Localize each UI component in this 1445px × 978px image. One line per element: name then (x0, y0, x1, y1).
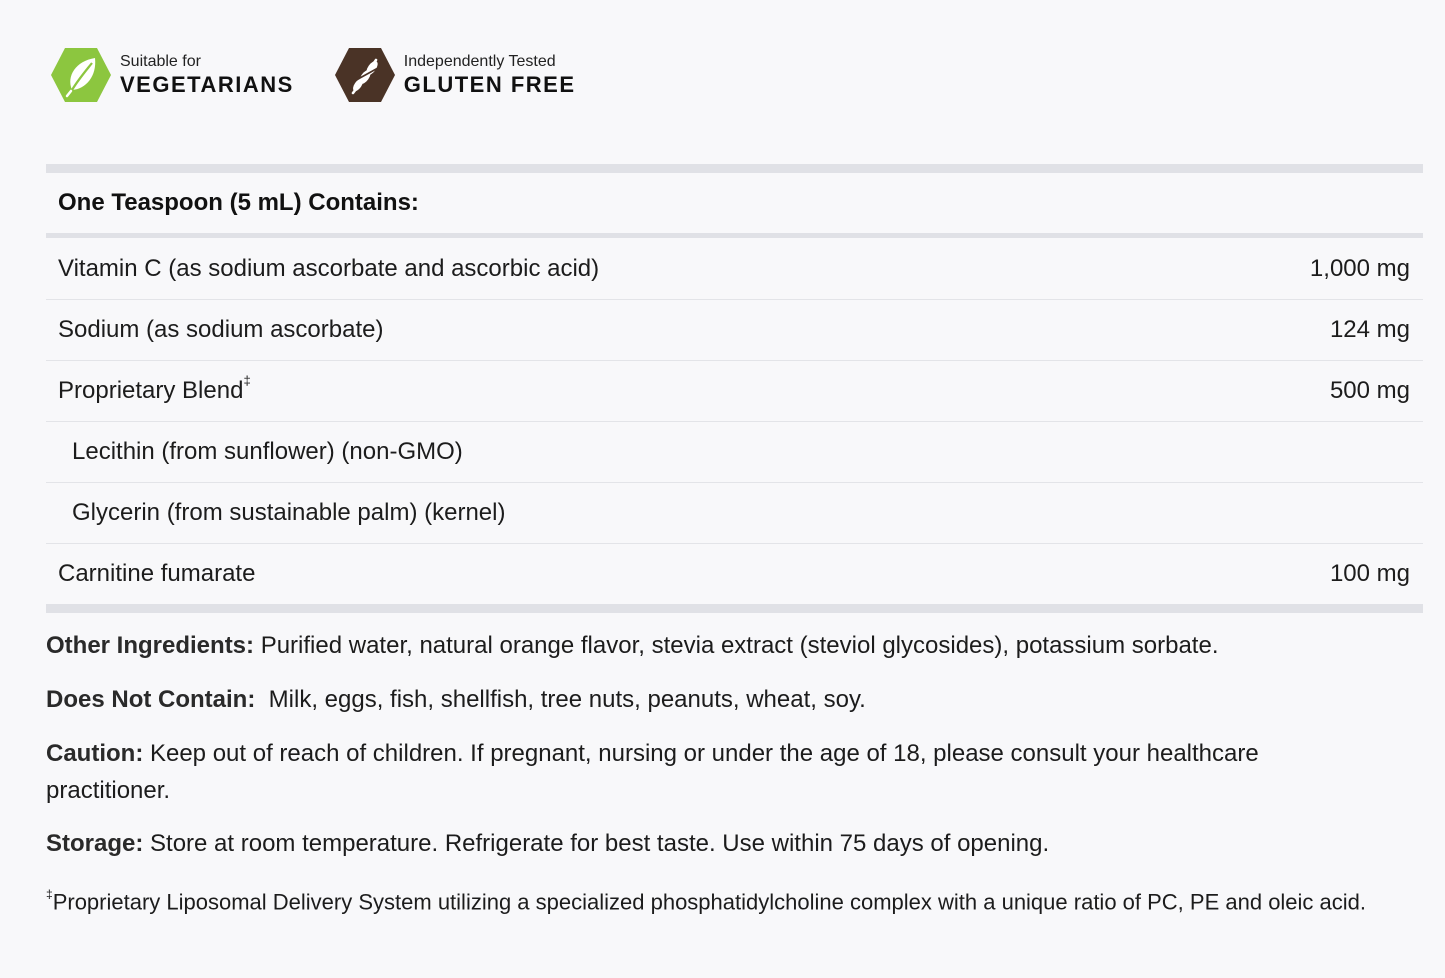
does-not-contain (46, 681, 1386, 718)
ingredient-name: Vitamin C (as sodium ascorbate and ascorbic acid) (58, 254, 600, 282)
does-not-contain-text: Milk, eggs, fish, shellfish, tree nuts, peanuts, wheat, soy. (255, 686, 866, 713)
storage-text: Store at room temperature. Refrigerate for best taste. Use within 75 days of opening. (143, 830, 1050, 857)
facts-row (46, 543, 1423, 604)
storage-label: Storage: (46, 830, 144, 857)
ingredient-amount: 500 mg (1329, 377, 1410, 404)
facts-row (46, 299, 1423, 360)
footnote (46, 879, 1386, 920)
ingredient-name: Carnitine fumarate (58, 560, 256, 587)
other-ingredients (46, 627, 1386, 664)
caution (46, 735, 1386, 809)
caution-text: Keep out of reach of children. If pregnant, nursing or under the age of 18, please consult your healthcare practitioner. (46, 740, 1259, 804)
ingredient-amount: 1,000 mg (1309, 254, 1410, 282)
other-ingredients-label: Other Ingredients: (46, 632, 255, 659)
gluten-free-badge (334, 46, 576, 104)
storage (46, 825, 1386, 862)
ingredient-name: Sodium (as sodium ascorbate) (58, 316, 384, 343)
ingredient-name-wrap (58, 373, 251, 405)
vegetarian-badge-title: VEGETARIANS (120, 72, 294, 97)
footnote-mark: ‡ (46, 887, 53, 901)
ingredient-amount: 100 mg (1329, 560, 1410, 587)
ingredient-name: Proprietary Blend (58, 377, 244, 404)
caution-label: Caution: (46, 740, 144, 767)
certification-badges (50, 46, 576, 104)
facts-row-sub-ingredient (46, 421, 1423, 482)
other-ingredients-text: Purified water, natural orange flavor, stevia extract (steviol glycosides), potassium sorbate. (254, 632, 1219, 659)
facts-row (46, 360, 1423, 421)
ingredient-name: Glycerin (from sustainable palm) (kernel) (72, 499, 506, 526)
footnote-mark: ‡ (243, 373, 251, 388)
footnote-text: Proprietary Liposomal Delivery System utilizing a specialized phosphatidylcholine complex with a unique ratio of PC, PE and oleic acid. (52, 889, 1367, 915)
facts-bottom-bar (46, 604, 1423, 613)
supplement-facts-table (46, 164, 1423, 613)
does-not-contain-label: Does Not Contain: (46, 686, 256, 713)
wheat-icon (334, 46, 396, 104)
vegetarian-badge (50, 46, 294, 104)
gluten-free-badge-title: GLUTEN FREE (403, 72, 576, 97)
ingredient-name: Lecithin (from sunflower) (non-GMO) (72, 438, 463, 465)
facts-row (46, 238, 1423, 299)
facts-header: One Teaspoon (5 mL) Contains: (58, 189, 419, 216)
ingredient-amount: 124 mg (1329, 316, 1410, 343)
facts-top-bar (46, 164, 1423, 173)
facts-rows (46, 238, 1423, 604)
facts-row-sub-ingredient (46, 482, 1423, 543)
gluten-free-badge-caption: Independently Tested (403, 53, 556, 70)
vegetarian-badge-caption: Suitable for (120, 53, 201, 70)
leaf-icon (50, 46, 112, 104)
